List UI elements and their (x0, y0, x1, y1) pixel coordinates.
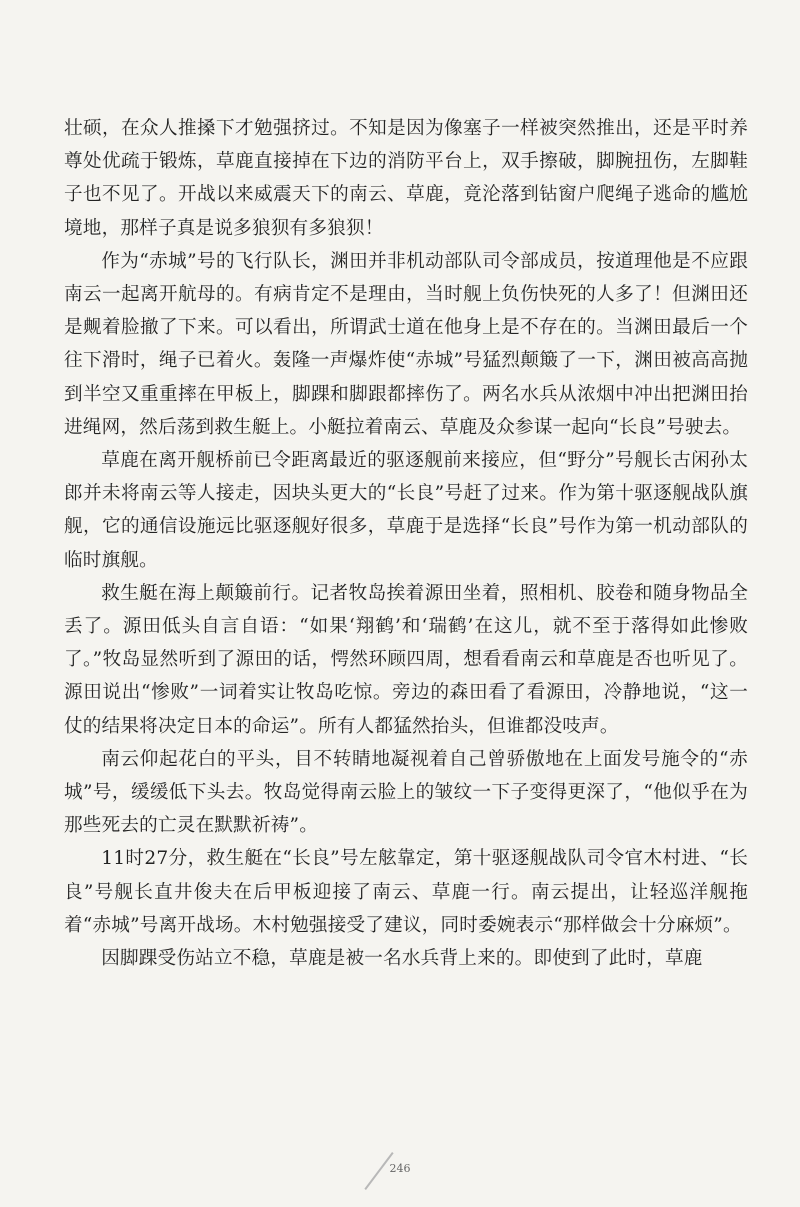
paragraph-1: 壮硕，在众人推搡下才勉强挤过。不知是因为像塞子一样被突然推出，还是平时养尊处优疏于锻炼，草鹿直接掉在下边的消防平台上，双手擦破，脚腕扭伤，左脚鞋子也不见了。开战以来威震天下的南云、草鹿，竟沦落到钻窗户爬绳子逃命的尴尬境地，那样子真是说多狼狈有多狼狈！ (64, 118, 748, 239)
paragraph-2: 作为“赤城”号的飞行队长，渊田并非机动部队司令部成员，按道理他是不应跟南云一起离开航母的。有病肯定不是理由，当时舰上负伤快死的人多了！但渊田还是觍着脸撤了下来。可以看出，所谓武士道在他身上是不存在的。当渊田最后一个往下滑时，绳子已着火。轰隆一声爆炸使“赤城”号猛烈颠簸了一下，渊田被高高抛到半空又重重摔在甲板上，脚踝和脚跟都摔伤了。两名水兵从浓烟中冲出把渊田抬进绳网，然后荡到救生艇上。小艇拉着南云、草鹿及众参谋一起向“长良”号驶去。 (64, 250, 748, 438)
paragraph-6: 11时27分，救生艇在“长良”号左舷靠定，第十驱逐舰战队司令官木村进、“长良”号舰长直井俊夫在后甲板迎接了南云、草鹿一行。南云提出，让轻巡洋舰拖着“赤城”号离开战场。木村勉强接受了建议，同时委婉表示“那样做会十分麻烦”。 (64, 848, 748, 936)
paragraph-5: 南云仰起花白的平头，目不转睛地凝视着自己曾骄傲地在上面发号施令的“赤城”号，缓缓低下头去。牧岛觉得南云脸上的皱纹一下子变得更深了，“他似乎在为那些死去的亡灵在默默祈祷”。 (64, 748, 748, 837)
paragraph-4: 救生艇在海上颠簸前行。记者牧岛挨着源田坐着，照相机、胶卷和随身物品全丢了。源田低头自言自语：“如果‘翔鹤’和‘瑞鹤’在这儿，就不至于落得如此惨败了。”牧岛显然听到了源田的话，愕然环顾四周，想看看南云和草鹿是否也听见了。源田说出“惨败”一词着实让牧岛吃惊。旁边的森田看了看源田，冷静地说，“这一仗的结果将决定日本的命运”。所有人都猛然抬头，但谁都没吱声。 (64, 582, 748, 737)
paragraph-3: 草鹿在离开舰桥前已令距离最近的驱逐舰前来接应，但“野分”号舰长古闲孙太郎并未将南云等人接走，因块头更大的“长良”号赶了过来。作为第十驱逐舰战队旗舰，它的通信设施远比驱逐舰好很多，草鹿于是选择“长良”号作为第一机动部队的临时旗舰。 (64, 450, 748, 571)
page-number: 246 (389, 1162, 411, 1175)
paragraph-7: 因脚踝受伤站立不稳，草鹿是被一名水兵背上来的。即使到了此时，草鹿 (101, 948, 703, 970)
body-text (64, 112, 748, 975)
